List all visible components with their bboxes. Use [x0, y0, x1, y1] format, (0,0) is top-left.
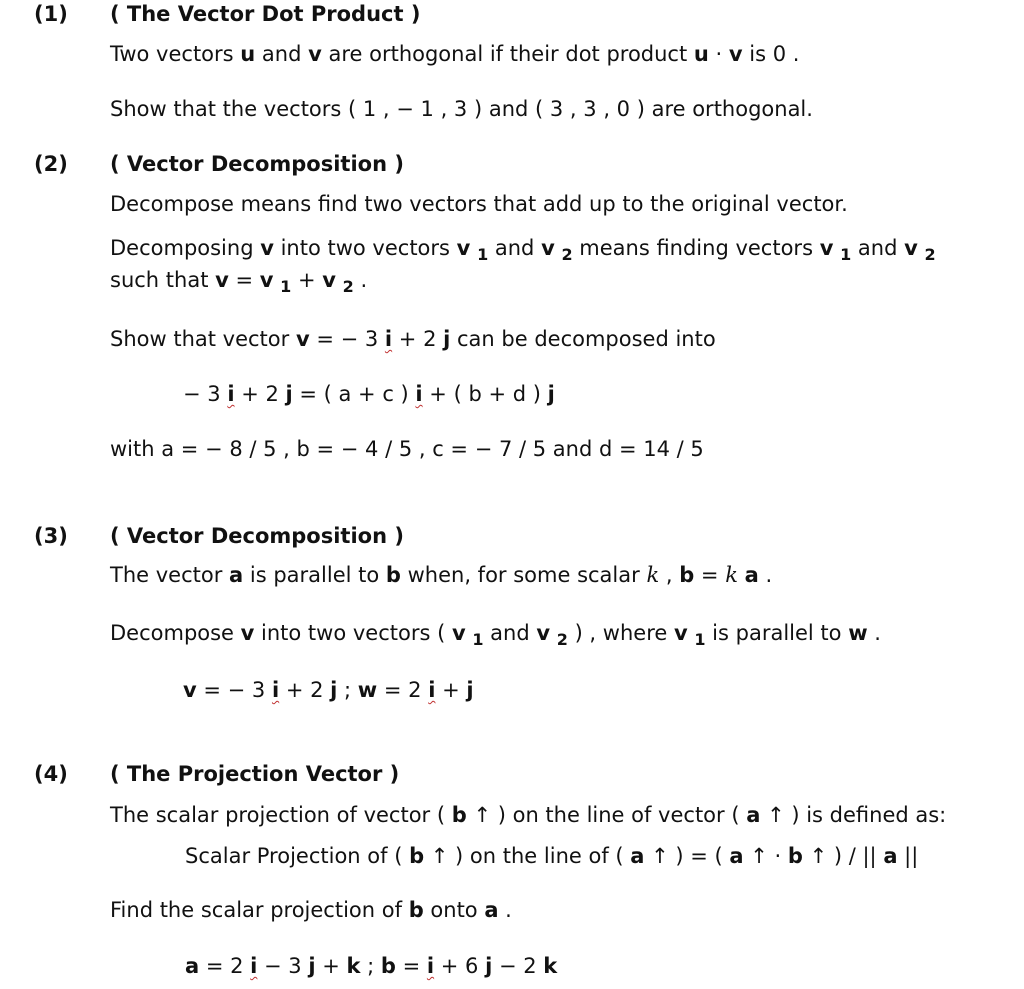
problem-4-number: (4) [34, 762, 68, 786]
problem-3-number: (3) [34, 524, 68, 548]
problem-2-title: ( Vector Decomposition ) [110, 152, 404, 176]
problem-2-with-values: with a = − 8 / 5 , b = − 4 / 5 , c = − 7 / 5 and d = 14 / 5 [110, 437, 704, 461]
problem-4-formula: Scalar Projection of ( b ↑ ) on the line of ( a ↑ ) = ( a ↑ · b ↑ ) / || a || [185, 844, 919, 868]
problem-1-title: ( The Vector Dot Product ) [110, 2, 421, 26]
problem-3-definition: The vector a is parallel to b when, for some scalar k , b = k a . [110, 563, 773, 587]
problem-4-equation: a = 2 i − 3 j + k ; b = i + 6 j − 2 k [185, 954, 558, 978]
problem-4-title: ( The Projection Vector ) [110, 762, 400, 786]
problem-1-number: (1) [34, 2, 68, 26]
problem-3-title: ( Vector Decomposition ) [110, 524, 404, 548]
problem-3-equation: v = − 3 i + 2 j ; w = 2 i + j [183, 678, 474, 702]
problem-2-such-that: such that v = v $_1$ + v $_2$ . [110, 268, 368, 296]
problem-2-definition: Decompose means find two vectors that add up to the original vector. [110, 192, 848, 216]
problem-1-task: Show that the vectors ( 1 , − 1 , 3 ) and ( 3 , 3 , 0 ) are orthogonal. [110, 97, 813, 121]
problem-4-definition: The scalar projection of vector ( b ↑ ) on the line of vector ( a ↑ ) is defined as: [110, 803, 947, 827]
problem-2-decomposing-text: Decomposing v into two vectors v $_1$ and v $_2$ means finding vectors v $_1$ and v $_2$ [110, 236, 936, 264]
problem-2-show-text: Show that vector v = − 3 i + 2 j can be decomposed into [110, 327, 716, 351]
problem-1-definition: Two vectors u and v are orthogonal if their dot product u · v is 0 . [110, 42, 800, 66]
problem-2-number: (2) [34, 152, 68, 176]
problem-3-task: Decompose v into two vectors ( v $_1$ and v $_2$ ) , where v $_1$ is parallel to w . [110, 621, 881, 649]
problem-4-task: Find the scalar projection of b onto a . [110, 898, 512, 922]
problem-2-equation: − 3 i + 2 j = ( a + c ) i + ( b + d ) j [183, 382, 555, 406]
